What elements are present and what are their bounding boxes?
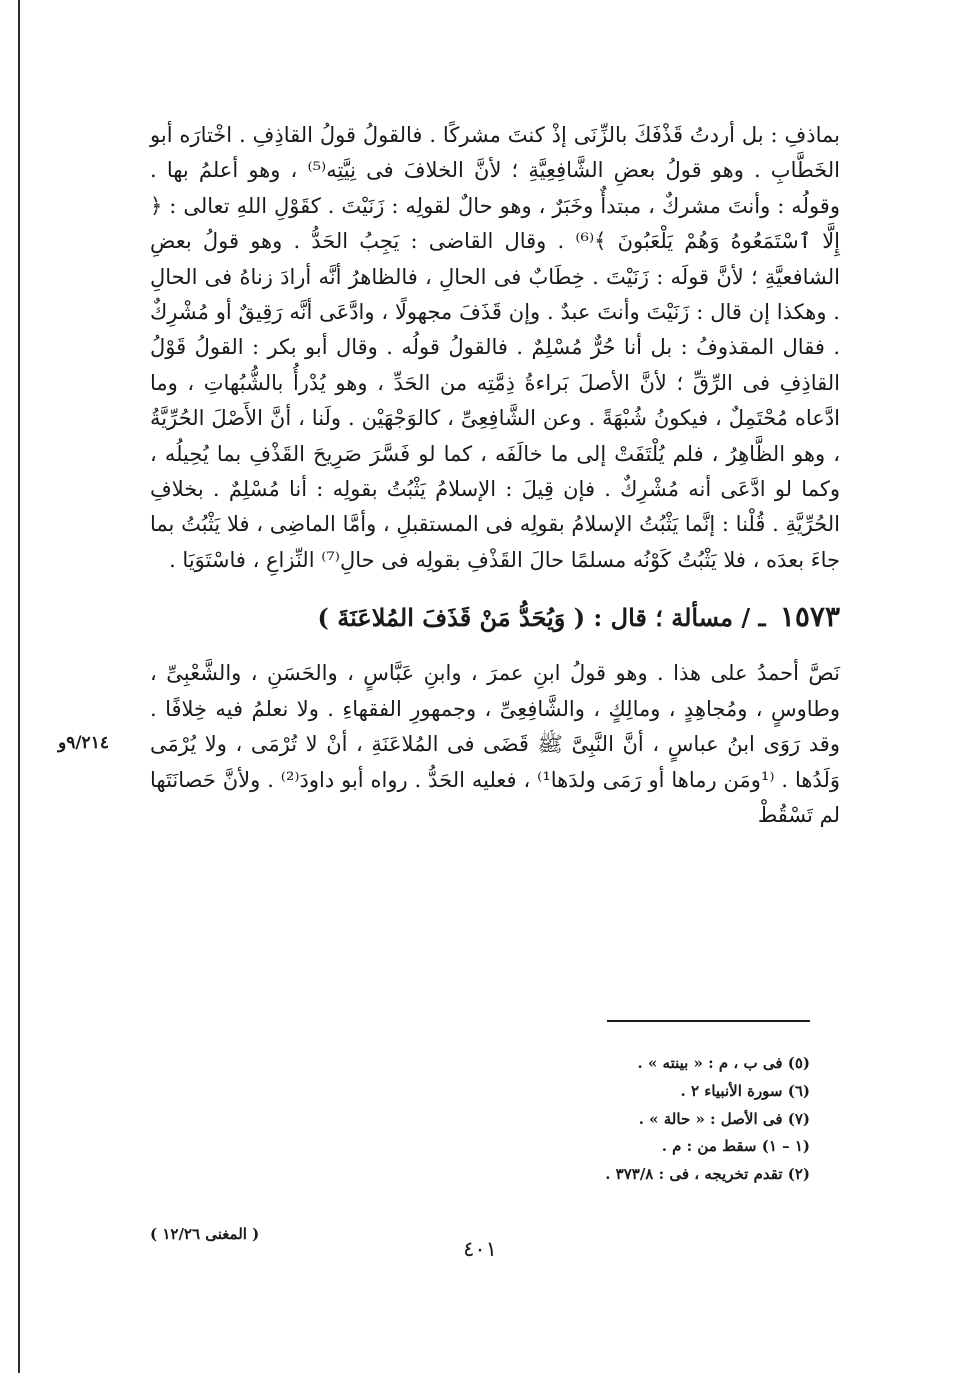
margin-folio-note: ٩/٢١٤و <box>58 733 109 753</box>
source-reference: ( المغنى ١٢/٢٦ ) <box>150 1225 260 1243</box>
heading-number: ١٥٧٣ <box>779 600 840 634</box>
page-edge <box>18 0 20 1373</box>
paragraph-2: نَصَّ أحمدُ على هذا . وهو قولُ ابنِ عمرَ ، وابنِ عَبَّاسٍ ، والحَسَنِ ، والشَّعْبِىِّ ، وطاوسٍ ، ومُجاهِدٍ ، ومالِكٍ ، والشَّافِعِىِّ ، وجمهورِ الفقهاءِ . ولا نعلمُ فيه خِلافًا . وقد رَوَى ابنُ عباسٍ ، أنَّ النَّبِىَّ ﷺ قَضَى فى المُلاعَنَةِ ، أنْ لا تُرْمَى ، ولا يُرْمَى وَلَدُها . ⁽¹ومَن رماها أو رَمَى ولدَها¹⁾ ، فعليه الحَدُّ . رواه أبو داودَ⁽²⁾ . ولأنَّ حَصانَتَها لم تَسْقُطْ <box>150 661 840 828</box>
heading-text: ـ / مسألة ؛ قال : ( وَيُحَدُّ مَنْ قَذَفَ المُلاعَنَةَ ) <box>317 603 766 633</box>
footnote-item: (٦) سورة الأنبياء ٢ . <box>680 1081 810 1100</box>
paragraph-1: بماذفِ : بل أردتُ قَذْفَكَ بالزِّنَى إذْ كنتَ مشركًا . فالقولُ قولُ القاذِفِ . اخْتارَه أبو الخَطَّابِ . وهو قولُ بعضِ الشَّافِعِيَّةِ ؛ لأنَّ الخلافَ فى نِيَّتِه⁽⁵⁾ ، وهو أعلمُ بها . وقولُه : وأنتَ مشركٌ ، مبتدأٌ وخَبَرٌ ، وهو حالٌ لقولِه : زَنَيْتَ . كقَوْلِ اللهِ تعالى : ﴿ إِلَّا ٱسْتَمَعُوهُ وَهُمْ يَلْعَبُونَ ﴾⁽⁶⁾ . وقال القاضى : يَجِبُ الحَدُّ . وهو قولُ بعضِ الشافعيَّةِ ؛ لأنَّ قولَه : زَنَيْتَ . خِطَابٌ فى الحالِ ، فالظاهرُ أنَّه أرادَ زناهُ فى الحالِ . وهكذا إن قال : زَنَيْتَ وأنتَ عبدٌ . وإن قَذَفَ مجهولًا ، وادَّعَى أنَّه رَقِيقٌ أو مُشْرِكٌ . فقال المقذوفُ : بل أنا حُرٌّ مُسْلِمٌ . فالقولُ قولُه . وقال أبو بكر : القولُ قَوْلُ القاذِفِ فى الرِّقِّ ؛ لأنَّ الأصلَ بَراءةُ ذِمَّتِه من الحَدِّ ، وهو يُدْرأُ بالشُّبُهاتِ ، وما ادَّعاه مُحْتَمِلٌ ، فيكونُ شُبْهَةً . وعن الشَّافِعِىِّ ، كالوَجْهَيْن . ولَنا ، أنَّ الأَصْلَ الحُرِّيَّةُ ، وهو الظَّاهِرُ ، فلم يُلْتَفَتْ إلى ما خالَفَه ، كما لو فَسَّرَ صَرِيحَ القَذْفِ بما يُحِيلُه ، وكما لو ادَّعَى أنه مُشْرِكٌ . فإن قِيلَ : الإسلامُ يَثْبُتُ بقولِه : أنا مُسْلِمٌ . بخلافِ الحُرِّيَّةِ . قُلْنا : إنَّما يَثْبُتُ الإسلامُ بقولِه فى المستقبلِ ، وأمَّا الماضِى ، فلا يَثْبُتُ بما جاءَ بعدَه ، فلا يَثْبُتُ كَوْنُه مسلمًا حالَ القَذْفِ بقولِه فى حالِ⁽⁷⁾ النِّزاعِ ، فاسْتَوَيَا . <box>150 123 841 572</box>
section-heading <box>150 597 840 638</box>
footnote-item: (٧) فى الأصل : « حالة » . <box>638 1109 810 1128</box>
page-number: ٤٠١ <box>463 1237 497 1261</box>
page-body <box>150 118 840 834</box>
footnote-item: (١ – ١) سقط من : م . <box>661 1137 810 1156</box>
footnote-rule <box>607 1020 810 1022</box>
footnote-item: (٢) تقدم تخريجه ، فى : ٣٧٣/٨ . <box>605 1165 810 1184</box>
footnotes <box>500 1050 810 1189</box>
footnote-item: (٥) فى ب ، م : « بينته » . <box>637 1054 810 1072</box>
